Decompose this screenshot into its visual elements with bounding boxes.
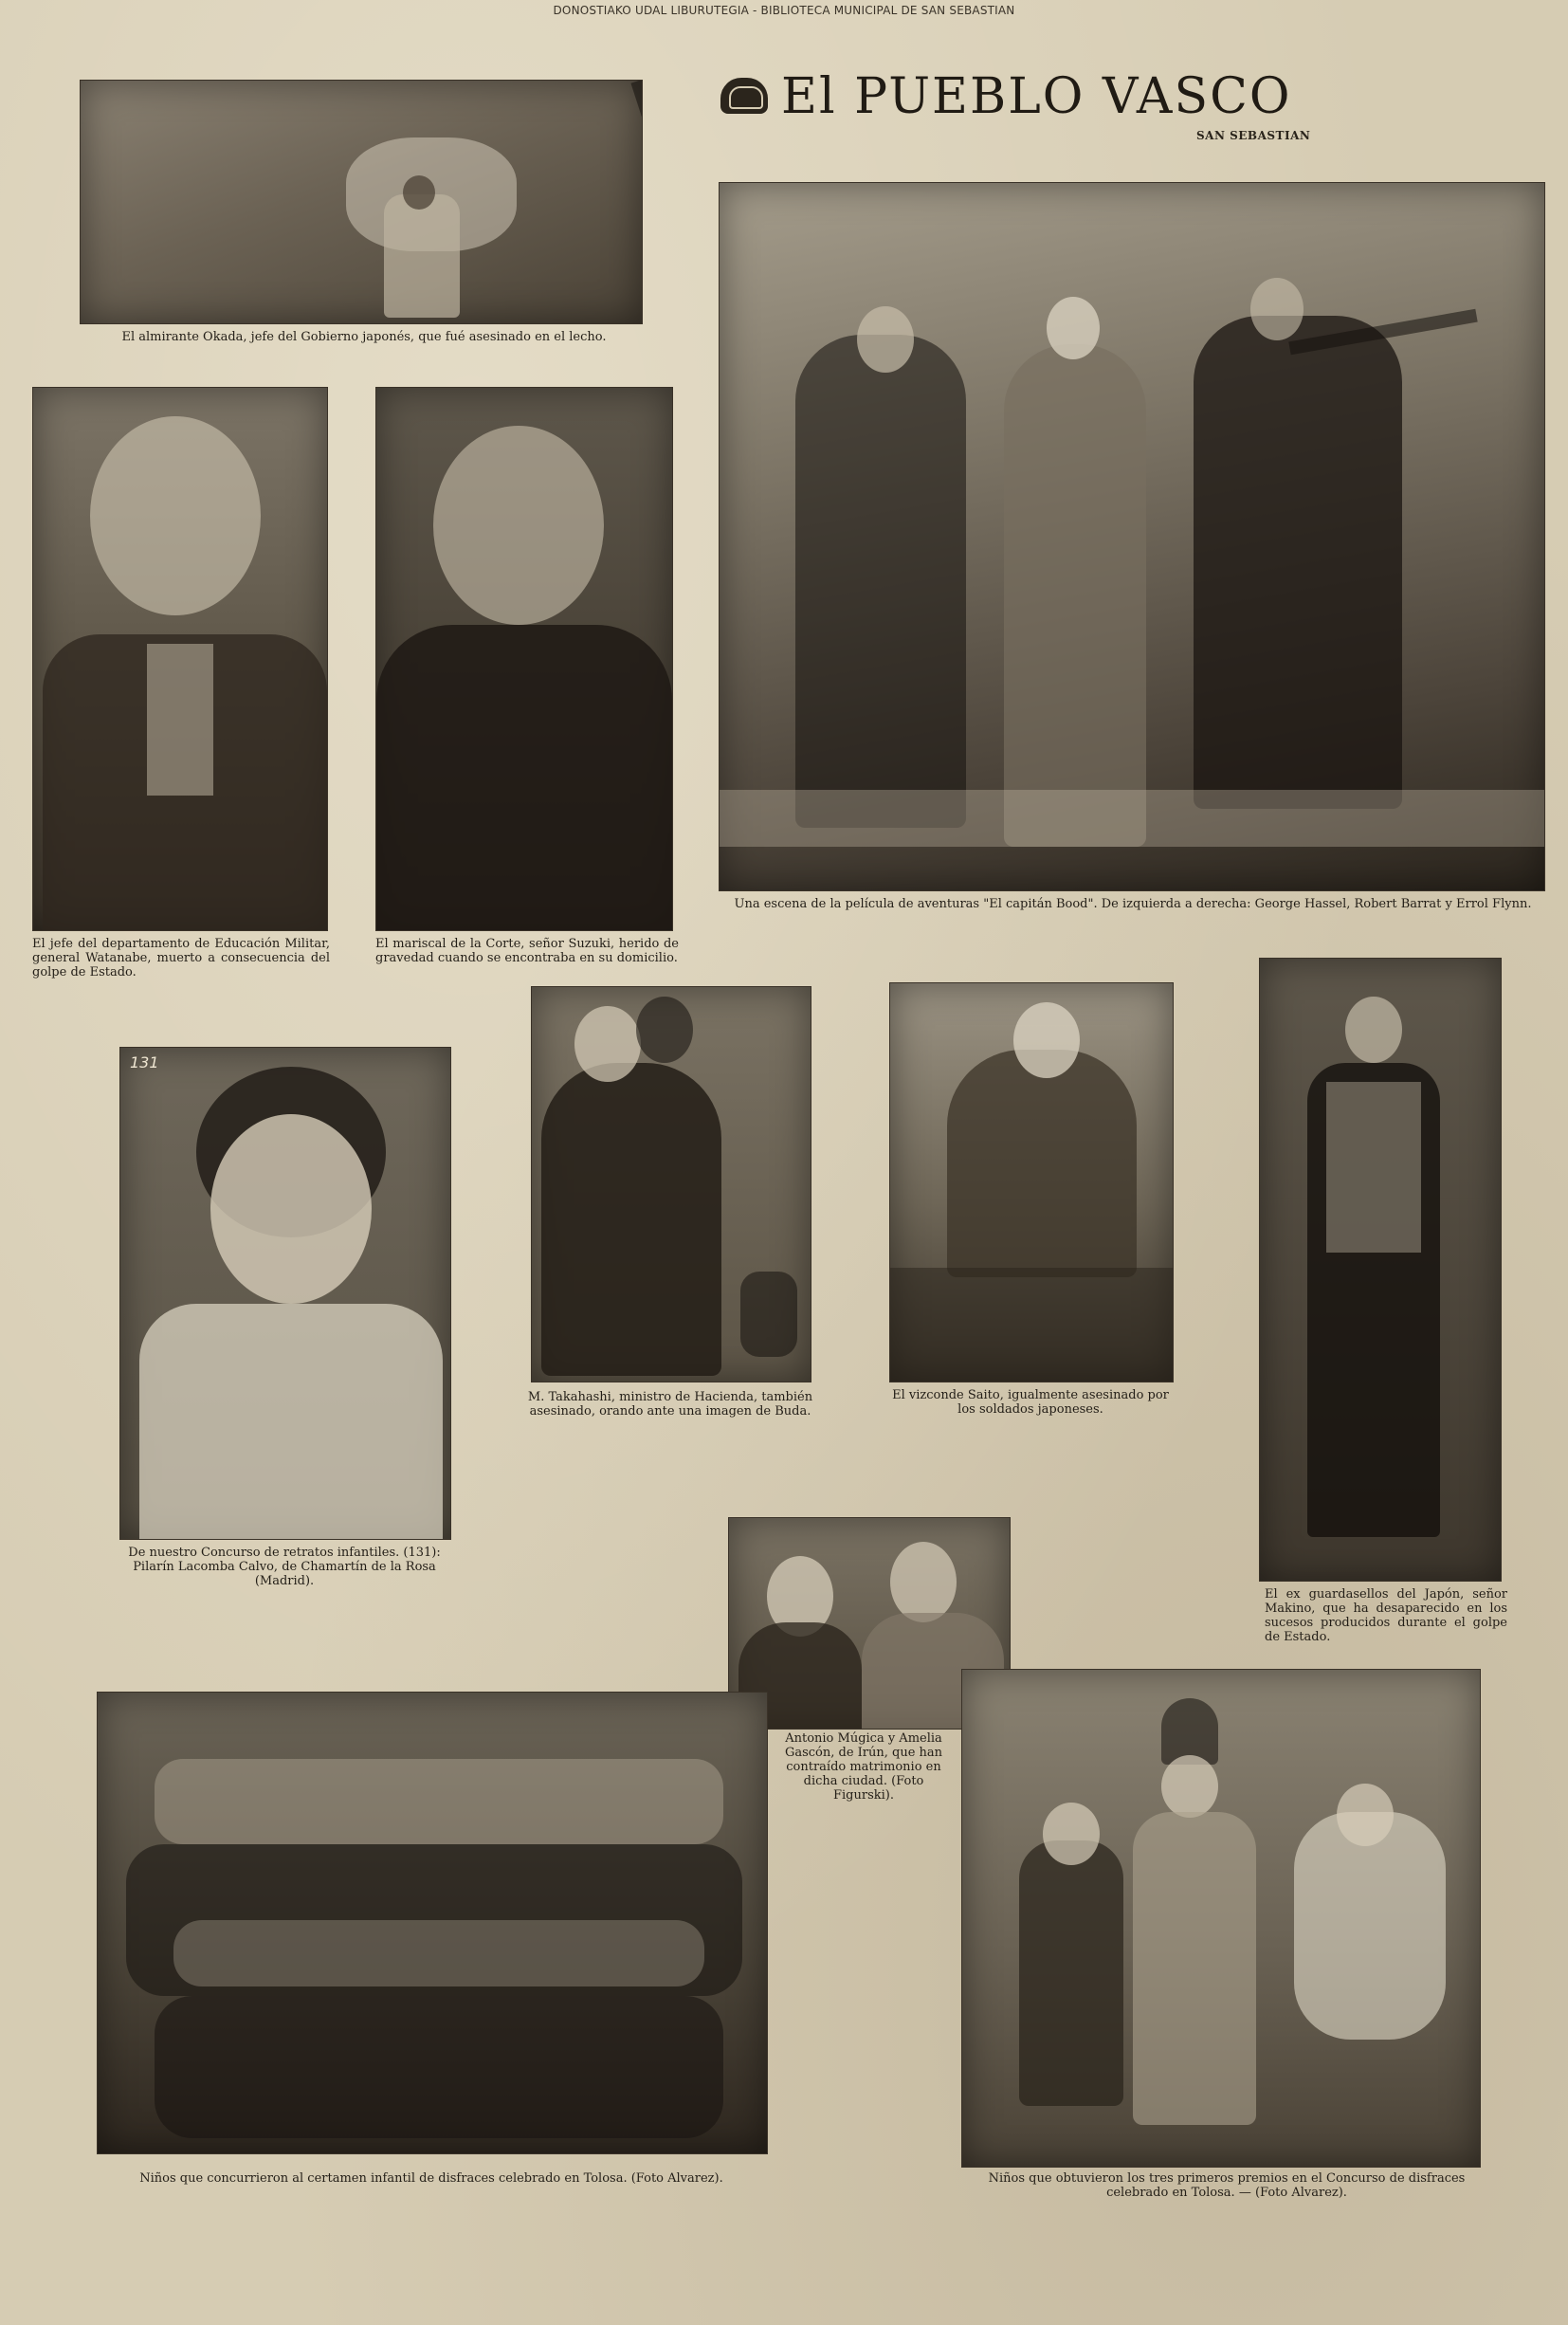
caption-couple: Antonio Múgica y Amelia Gascón, de Irún, que han contraído matrimonio en dicha ciudad. (Foto Figurski).: [784, 1731, 943, 1803]
photo-children-winners: [961, 1669, 1481, 2168]
photo-saito: [889, 982, 1174, 1382]
photo-watanabe: [32, 387, 328, 931]
photo-takahashi: [531, 986, 811, 1382]
photo-child-portrait: [119, 1047, 451, 1540]
photo-makino: [1259, 958, 1502, 1582]
caption-watanabe: El jefe del departamento de Educación Militar, general Watanabe, muerto a consecuencia del golpe de Estado.: [32, 937, 330, 979]
caption-child-portrait: De nuestro Concurso de retratos infantiles. (131): Pilarín Lacomba Calvo, de Chamartín de la Rosa (Madrid).: [128, 1546, 441, 1588]
caption-saito: El vizconde Saito, igualmente asesinado por los soldados japoneses.: [892, 1388, 1169, 1417]
coat-of-arms-icon: [720, 78, 768, 114]
photo-film-scene: [719, 182, 1545, 891]
photo-number-stamp: 131: [130, 1053, 159, 1071]
caption-suzuki: El mariscal de la Corte, señor Suzuki, herido de gravedad cuando se encontraba en su domicilio.: [375, 937, 679, 965]
caption-children-winners: Niños que obtuvieron los tres primeros premios en el Concurso de disfraces celebrado en Tolosa. — (Foto Alvarez).: [988, 2171, 1466, 2200]
masthead: [720, 68, 1327, 144]
caption-okada: El almirante Okada, jefe del Gobierno japonés, que fué asesinado en el lecho.: [121, 330, 607, 344]
caption-takahashi: M. Takahashi, ministro de Hacienda, también asesinado, orando ante una imagen de Buda.: [527, 1390, 813, 1419]
photo-children-group: [97, 1692, 768, 2154]
caption-children-group: Niños que concurrieron al certamen infantil de disfraces celebrado en Tolosa. (Foto Alvarez).: [139, 2171, 723, 2186]
caption-film-scene: Una escena de la película de aventuras "El capitán Bood". De izquierda a derecha: George Hassel, Robert Barrat y Errol Flynn.: [734, 897, 1532, 911]
caption-makino: El ex guardasellos del Japón, señor Makino, que ha desaparecido en los sucesos producidos durante el golpe de Estado.: [1265, 1587, 1507, 1644]
photo-okada: [80, 80, 643, 324]
newspaper-title: El PUEBLO VASCO: [781, 68, 1292, 125]
archive-header: DONOSTIAKO UDAL LIBURUTEGIA - BIBLIOTECA MUNICIPAL DE SAN SEBASTIAN: [553, 4, 1015, 17]
photo-suzuki: [375, 387, 673, 931]
newspaper-city: SAN SEBASTIAN: [1196, 129, 1311, 142]
